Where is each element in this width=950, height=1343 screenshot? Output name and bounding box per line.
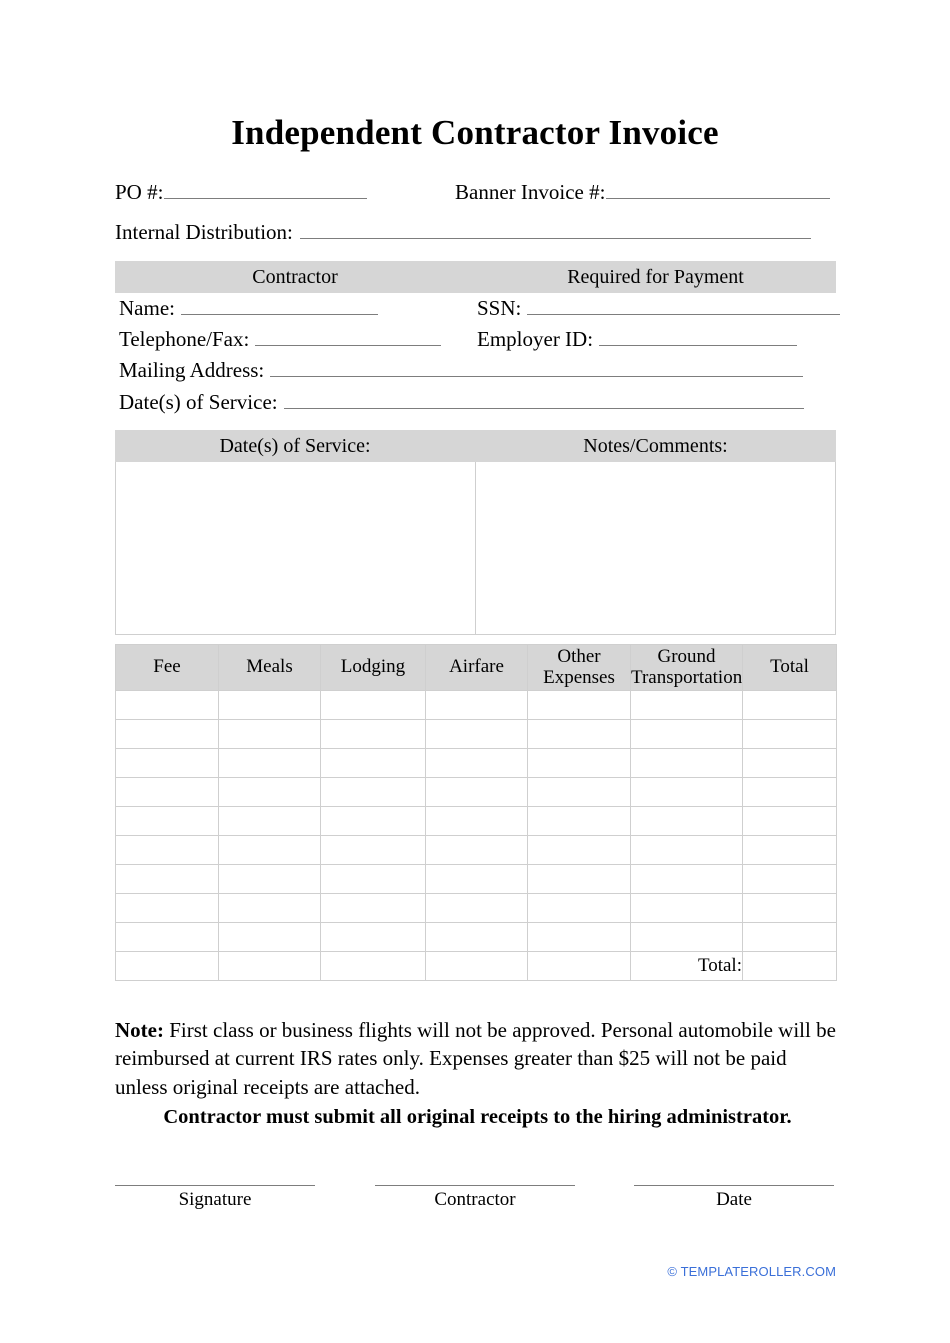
po-number-label: PO #:	[115, 180, 164, 204]
cell-total[interactable]	[743, 807, 837, 836]
cell-fee[interactable]	[116, 807, 219, 836]
column-header-airfare: Airfare	[426, 645, 528, 691]
table-row	[116, 894, 837, 923]
total-value-input[interactable]	[743, 952, 837, 981]
table-row	[116, 923, 837, 952]
expense-table-header-row	[116, 645, 837, 691]
note-body-text: First class or business flights will not be approved. Personal automobile will be reimbursed at current IRS rates only. Expenses greater than $25 will not be paid unless original receipts are attached.	[115, 1018, 836, 1099]
cell-meals[interactable]	[219, 952, 321, 981]
employer-id-label: Employer ID:	[477, 327, 594, 351]
cell-fee[interactable]	[116, 691, 219, 720]
cell-other-expenses[interactable]	[528, 749, 631, 778]
internal-distribution-field	[115, 222, 811, 243]
footer-watermark: © TEMPLATEROLLER.COM	[667, 1264, 836, 1279]
cell-meals[interactable]	[219, 865, 321, 894]
name-field	[119, 298, 378, 319]
employer-id-input[interactable]	[599, 330, 797, 346]
cell-lodging[interactable]	[321, 691, 426, 720]
cell-fee[interactable]	[116, 836, 219, 865]
contractor-caption: Contractor	[434, 1189, 516, 1210]
column-header-fee: Fee	[116, 645, 219, 691]
cell-other-expenses[interactable]	[528, 720, 631, 749]
signature-group	[115, 1184, 836, 1234]
cell-airfare[interactable]	[426, 749, 528, 778]
cell-fee[interactable]	[116, 749, 219, 778]
cell-fee[interactable]	[116, 865, 219, 894]
banner-invoice-label: Banner Invoice #:	[455, 180, 606, 204]
name-label: Name:	[119, 296, 175, 320]
cell-airfare[interactable]	[426, 836, 528, 865]
po-number-field	[115, 182, 367, 203]
cell-total[interactable]	[743, 894, 837, 923]
cell-airfare[interactable]	[426, 952, 528, 981]
ssn-label: SSN:	[477, 296, 522, 320]
cell-other-expenses[interactable]	[528, 952, 631, 981]
cell-fee[interactable]	[116, 952, 219, 981]
dates-of-service-input[interactable]	[284, 393, 804, 409]
cell-ground-transportation[interactable]	[631, 807, 743, 836]
signature-block-date	[634, 1184, 834, 1211]
table-row	[116, 749, 837, 778]
internal-distribution-input[interactable]	[300, 223, 811, 239]
cell-lodging[interactable]	[321, 720, 426, 749]
table-row	[116, 865, 837, 894]
signature-block-contractor	[375, 1184, 575, 1211]
cell-lodging[interactable]	[321, 749, 426, 778]
column-header-ground-transportation: Ground Transportation	[631, 645, 743, 691]
signature-block-signature	[115, 1184, 315, 1211]
mailing-address-field	[119, 360, 803, 381]
ssn-field	[477, 298, 840, 319]
cell-airfare[interactable]	[426, 923, 528, 952]
ssn-input[interactable]	[527, 299, 840, 315]
expense-table	[115, 644, 837, 981]
cell-ground-transportation[interactable]	[631, 923, 743, 952]
cell-ground-transportation[interactable]	[631, 894, 743, 923]
cell-airfare[interactable]	[426, 807, 528, 836]
cell-airfare[interactable]	[426, 894, 528, 923]
cell-total[interactable]	[743, 691, 837, 720]
column-header-meals: Meals	[219, 645, 321, 691]
table-row	[116, 836, 837, 865]
cell-other-expenses[interactable]	[528, 691, 631, 720]
cell-other-expenses[interactable]	[528, 778, 631, 807]
cell-ground-transportation[interactable]	[631, 720, 743, 749]
mailing-address-input[interactable]	[270, 361, 803, 377]
cell-other-expenses[interactable]	[528, 894, 631, 923]
cell-total[interactable]	[743, 923, 837, 952]
telephone-fax-input[interactable]	[255, 330, 441, 346]
mailing-address-label: Mailing Address:	[119, 358, 265, 382]
table-row	[116, 720, 837, 749]
date-line[interactable]	[634, 1184, 834, 1186]
cell-ground-transportation[interactable]	[631, 865, 743, 894]
cell-lodging[interactable]	[321, 865, 426, 894]
note-paragraph	[115, 1016, 840, 1101]
cell-fee[interactable]	[116, 720, 219, 749]
cell-airfare[interactable]	[426, 778, 528, 807]
cell-airfare[interactable]	[426, 720, 528, 749]
contractor-line[interactable]	[375, 1184, 575, 1186]
signature-line[interactable]	[115, 1184, 315, 1186]
notes-header-dates-label: Date(s) of Service:	[219, 434, 371, 457]
cell-meals[interactable]	[219, 778, 321, 807]
total-label: Total:	[631, 952, 743, 981]
column-header-lodging: Lodging	[321, 645, 426, 691]
cell-airfare[interactable]	[426, 865, 528, 894]
cell-airfare[interactable]	[426, 691, 528, 720]
dates-of-service-field	[119, 392, 804, 413]
cell-lodging[interactable]	[321, 923, 426, 952]
cell-meals[interactable]	[219, 720, 321, 749]
employer-id-field	[477, 329, 797, 350]
notes-section-body	[115, 462, 836, 635]
cell-ground-transportation[interactable]	[631, 691, 743, 720]
cell-lodging[interactable]	[321, 778, 426, 807]
signature-caption: Signature	[178, 1189, 252, 1210]
cell-other-expenses[interactable]	[528, 807, 631, 836]
column-header-other-expenses: Other Expenses	[528, 645, 631, 691]
table-row	[116, 691, 837, 720]
cell-meals[interactable]	[219, 836, 321, 865]
notes-header-comments-label: Notes/Comments:	[583, 434, 728, 457]
table-total-row	[116, 952, 837, 981]
cell-meals[interactable]	[219, 923, 321, 952]
cell-meals[interactable]	[219, 749, 321, 778]
dates-of-service-label: Date(s) of Service:	[119, 390, 278, 414]
cell-ground-transportation[interactable]	[631, 778, 743, 807]
cell-meals[interactable]	[219, 894, 321, 923]
table-row	[116, 807, 837, 836]
telephone-fax-field	[119, 329, 441, 350]
cell-lodging[interactable]	[321, 952, 426, 981]
cell-fee[interactable]	[116, 778, 219, 807]
cell-fee[interactable]	[116, 923, 219, 952]
table-row	[116, 778, 837, 807]
telephone-fax-label: Telephone/Fax:	[119, 327, 250, 351]
page-title: Independent Contractor Invoice	[231, 113, 719, 152]
banner-invoice-input[interactable]	[606, 183, 830, 199]
cell-lodging[interactable]	[321, 807, 426, 836]
cell-ground-transportation[interactable]	[631, 749, 743, 778]
notes-comments-textarea[interactable]	[476, 462, 836, 634]
cell-other-expenses[interactable]	[528, 923, 631, 952]
contractor-header-label: Contractor	[252, 265, 338, 288]
banner-invoice-field	[455, 182, 830, 203]
cell-total[interactable]	[743, 836, 837, 865]
name-input[interactable]	[181, 299, 378, 315]
cell-lodging[interactable]	[321, 894, 426, 923]
cell-other-expenses[interactable]	[528, 865, 631, 894]
cell-ground-transportation[interactable]	[631, 836, 743, 865]
cell-total[interactable]	[743, 749, 837, 778]
cell-meals[interactable]	[219, 807, 321, 836]
cell-total[interactable]	[743, 778, 837, 807]
note-label: Note:	[115, 1018, 164, 1042]
date-caption: Date	[716, 1189, 752, 1210]
column-header-total: Total	[743, 645, 837, 691]
cell-lodging[interactable]	[321, 836, 426, 865]
po-number-input[interactable]	[164, 183, 367, 199]
note-emphasis-text: Contractor must submit all original receipts to the hiring administrator.	[163, 1106, 792, 1128]
dates-of-service-textarea[interactable]	[116, 462, 476, 634]
internal-distribution-label: Internal Distribution:	[115, 220, 293, 244]
contractor-section-header	[115, 261, 836, 293]
cell-other-expenses[interactable]	[528, 836, 631, 865]
cell-fee[interactable]	[116, 894, 219, 923]
cell-total[interactable]	[743, 865, 837, 894]
cell-total[interactable]	[743, 720, 837, 749]
notes-section-header	[115, 430, 836, 462]
cell-meals[interactable]	[219, 691, 321, 720]
required-for-payment-header-label: Required for Payment	[567, 265, 744, 288]
